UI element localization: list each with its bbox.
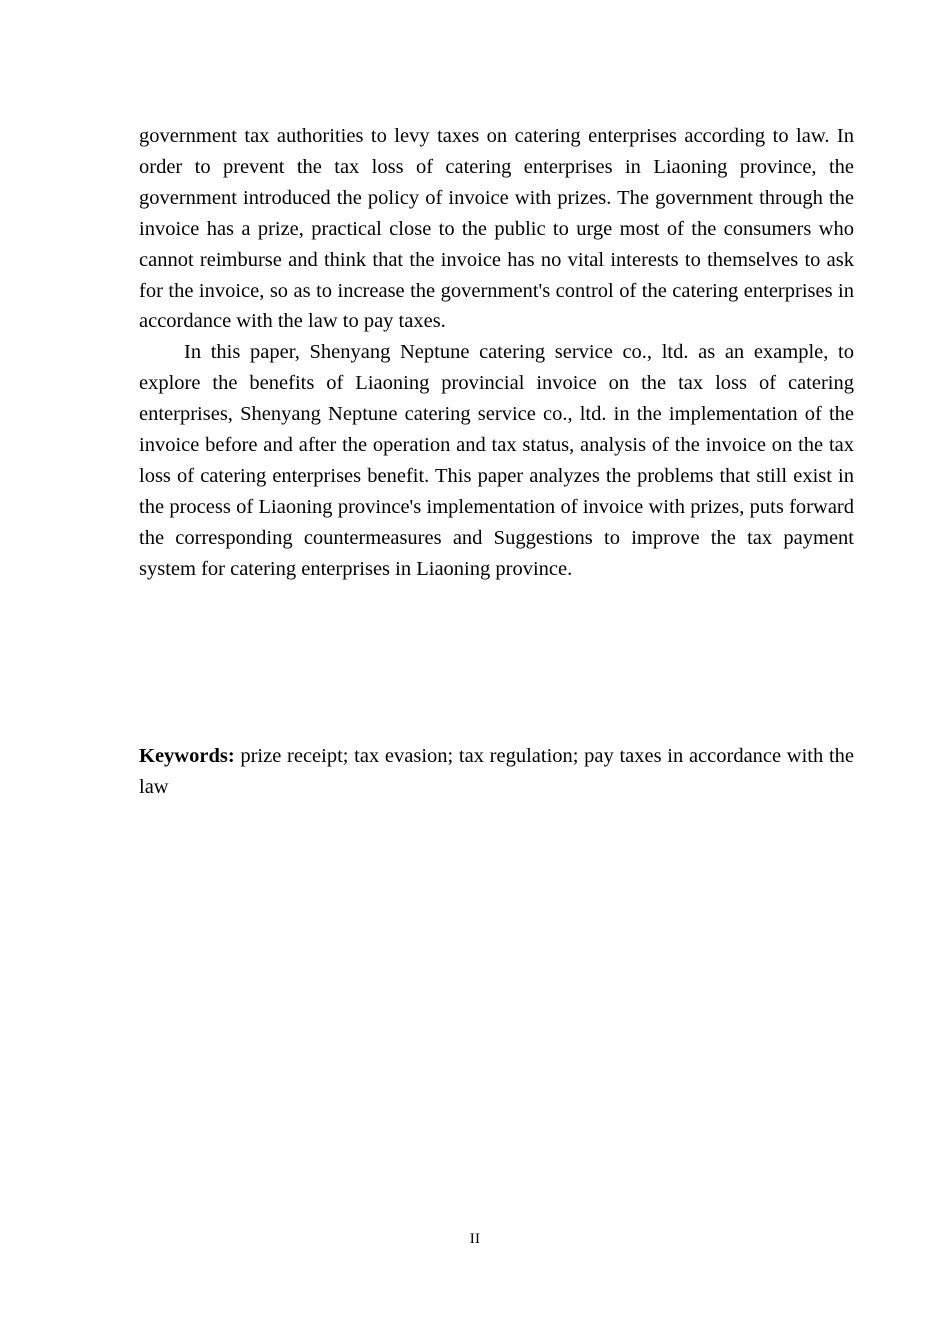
keywords-label: Keywords: — [139, 745, 235, 767]
abstract-paragraph-continuation: government tax authorities to levy taxes on catering enterprises according to law. In order to prevent the tax loss of catering enterprises in Liaoning province, the government introduced the policy of invoice with prizes. The government through the invoice has a prize, practical close to the public to urge most of the consumers who cannot reimburse and think that the invoice has no vital interests to themselves to ask for the invoice, so as to increase the government's control of the catering enterprises in accordance with the law to pay taxes. — [139, 125, 854, 333]
abstract-body — [139, 121, 854, 585]
keywords-section — [139, 741, 854, 803]
keywords-line — [139, 741, 854, 803]
abstract-paragraph-summary: In this paper, Shenyang Neptune catering service co., ltd. as an example, to explore the benefits of Liaoning provincial invoice on the tax loss of catering enterprises, Shenyang Neptune catering service co., ltd. in the implementation of the invoice before and after the operation and tax status, analysis of the invoice on the tax loss of catering enterprises benefit. This paper analyzes the problems that still exist in the process of Liaoning province's implementation of invoice with prizes, puts forward the corresponding countermeasures and Suggestions to improve the tax payment system for catering enterprises in Liaoning province. — [139, 341, 854, 580]
page-number: II — [469, 1231, 481, 1247]
keywords-value: prize receipt; tax evasion; tax regulation; pay taxes in accordance with the law — [139, 745, 854, 798]
